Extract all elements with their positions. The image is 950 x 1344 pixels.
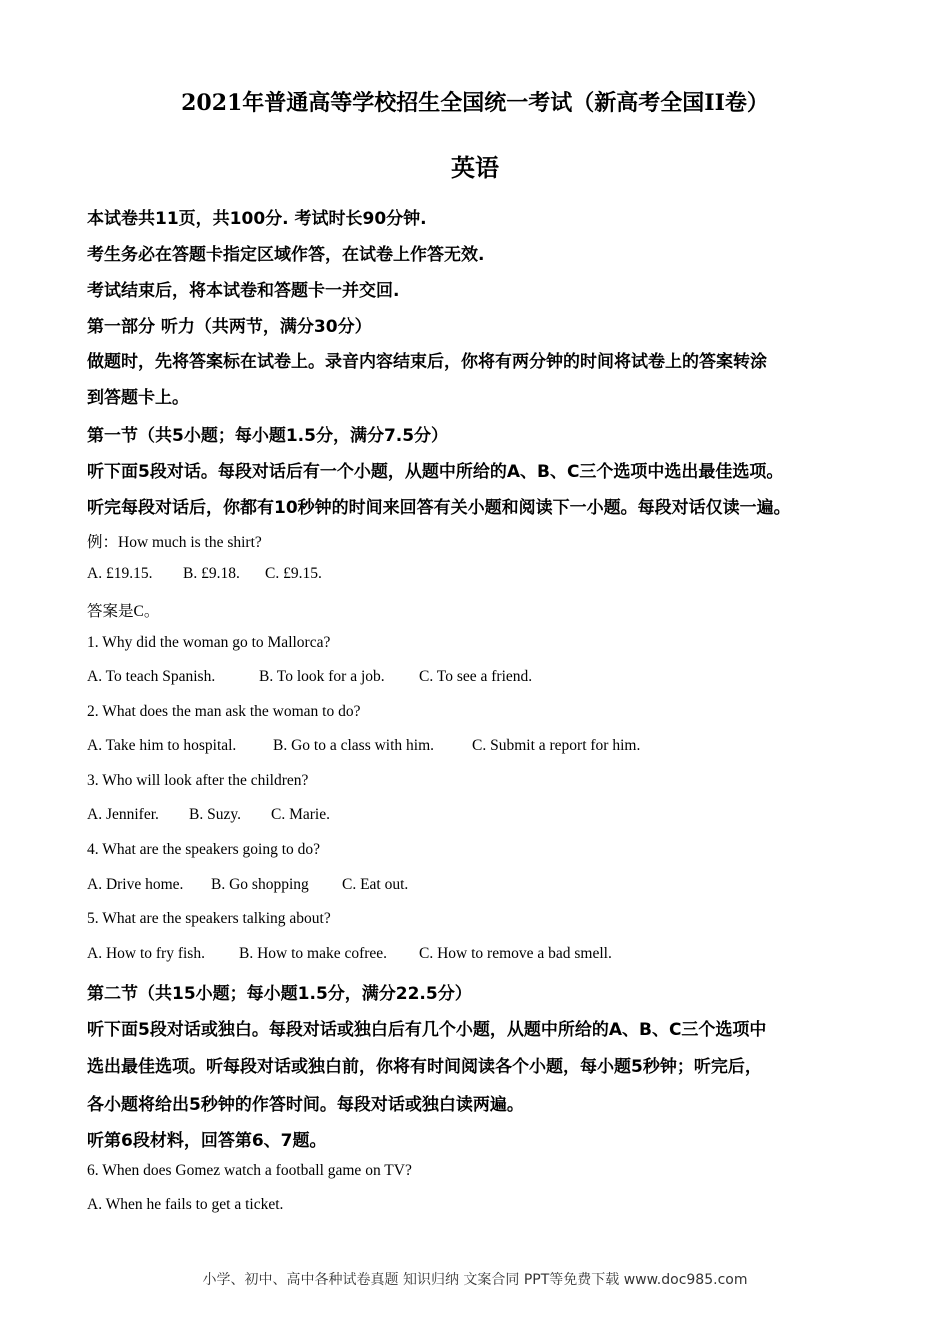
question-5: 5. What are the speakers talking about?	[87, 910, 331, 927]
question-4-options	[87, 876, 408, 894]
part1-intro-line2: 到答题卡上。	[87, 388, 189, 408]
question-5-options	[87, 945, 612, 963]
section1-directions-line2: 听完每段对话后，你都有10秒钟的时间来回答有关小题和阅读下一小题。每段对话仅读一遍。	[87, 498, 791, 518]
example-option-c: C. £9.15.	[265, 565, 322, 582]
section2-directions-line2: 选出最佳选项。听每段对话或独白前，你将有时间阅读各个小题，每小题5秒钟；听完后，	[87, 1057, 762, 1077]
question-2: 2. What does the man ask the woman to do?	[87, 703, 361, 720]
question-1: 1. Why did the woman go to Mallorca?	[87, 634, 331, 651]
q3-option-a: A. Jennifer.	[87, 806, 159, 823]
q4-option-a: A. Drive home.	[87, 876, 184, 893]
q2-option-b: B. Go to a class with him.	[273, 737, 435, 754]
example-option-b: B. £9.18.	[183, 565, 240, 582]
q1-option-a: A. To teach Spanish.	[87, 668, 216, 685]
q4-option-c: C. Eat out.	[342, 876, 409, 893]
question-2-options	[87, 737, 640, 755]
instruction-answer-area: 考生务必在答题卡指定区域作答，在试卷上作答无效.	[87, 245, 485, 265]
q5-option-a: A. How to fry fish.	[87, 945, 205, 962]
q1-option-b: B. To look for a job.	[259, 668, 385, 685]
section1-directions-line1: 听下面5段对话。每段对话后有一个小题，从题中所给的A、B、C三个选项中选出最佳选项。	[87, 462, 784, 482]
q2-option-c: C. Submit a report for him.	[472, 737, 641, 754]
q3-option-b: B. Suzy.	[189, 806, 241, 823]
q4-option-b: B. Go shopping	[211, 876, 309, 893]
example-options	[87, 565, 322, 583]
subject-title: 英语	[451, 153, 499, 182]
example-question: 例：How much is the shirt?	[87, 534, 262, 551]
question-1-options	[87, 668, 532, 686]
material-6-heading: 听第6段材料，回答第6、7题。	[87, 1131, 327, 1151]
part1-heading: 第一部分 听力（共两节，满分30分）	[87, 317, 372, 337]
q6-option-a: A. When he fails to get a ticket.	[87, 1196, 284, 1213]
section2-directions-line1: 听下面5段对话或独白。每段对话或独白后有几个小题，从题中所给的A、B、C三个选项中	[87, 1020, 767, 1040]
question-3: 3. Who will look after the children?	[87, 772, 309, 789]
q2-option-a: A. Take him to hospital.	[87, 737, 237, 754]
section2-directions-line3: 各小题将给出5秒钟的作答时间。每段对话或独白读两遍。	[87, 1095, 524, 1115]
question-6: 6. When does Gomez watch a football game on TV?	[87, 1162, 412, 1179]
q5-option-c: C. How to remove a bad smell.	[419, 945, 612, 962]
q5-option-b: B. How to make cofree.	[239, 945, 388, 962]
section1-heading: 第一节（共5小题；每小题1.5分，满分7.5分）	[87, 426, 449, 446]
footer-text: 小学、初中、高中各种试卷真题 知识归纳 文案合同 PPT等免费下载 www.doc985.com	[202, 1272, 748, 1288]
part1-intro-line1: 做题时，先将答案标在试卷上。录音内容结束后，你将有两分钟的时间将试卷上的答案转涂	[87, 352, 767, 372]
instruction-pages: 本试卷共11页，共100分. 考试时长90分钟.	[87, 209, 427, 229]
example-option-a: A. £19.15.	[87, 565, 153, 582]
instruction-hand-in: 考试结束后，将本试卷和答题卡一并交回.	[87, 281, 400, 301]
example-answer: 答案是C。	[87, 603, 160, 620]
question-3-options	[87, 806, 330, 824]
section2-heading: 第二节（共15小题；每小题1.5分，满分22.5分）	[87, 984, 472, 1004]
exam-title: 2021年普通高等学校招生全国统一考试（新高考全国II卷）	[181, 90, 769, 116]
q3-option-c: C. Marie.	[271, 806, 330, 823]
question-4: 4. What are the speakers going to do?	[87, 841, 320, 858]
q1-option-c: C. To see a friend.	[419, 668, 533, 685]
